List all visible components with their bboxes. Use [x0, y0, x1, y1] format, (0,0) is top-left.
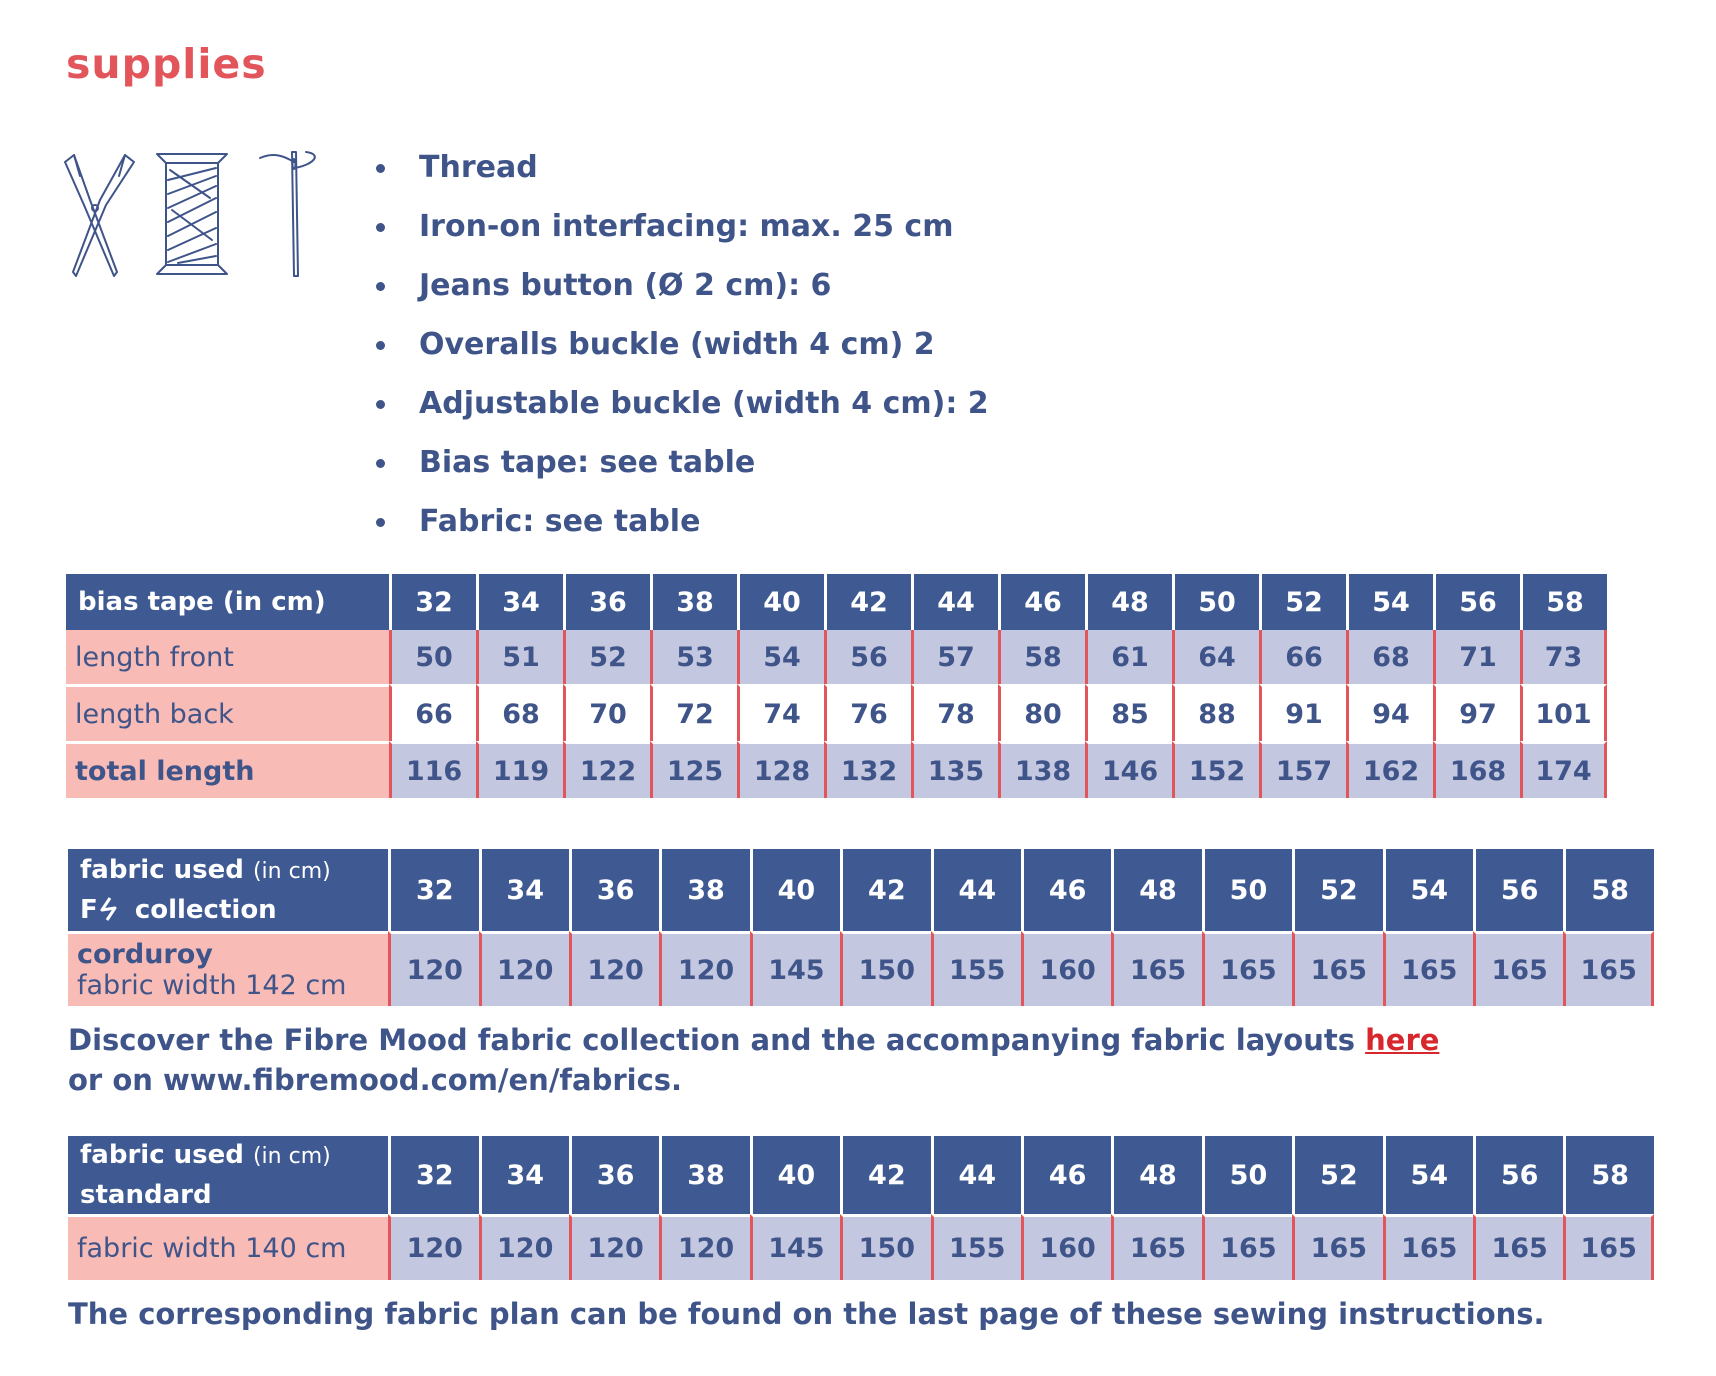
table-cell: 174 [1520, 741, 1607, 798]
logo-letter: F [80, 895, 98, 925]
note-text: Discover the Fibre Mood fabric collection and the accompanying fabric layouts [68, 1023, 1356, 1057]
size-header: 38 [659, 849, 749, 931]
fibre-table-title [68, 849, 388, 931]
needle-icon [260, 152, 315, 276]
row-label: total length [66, 741, 389, 798]
size-header: 56 [1473, 1136, 1563, 1214]
size-header: 42 [824, 574, 911, 630]
list-item: Overalls buckle (width 4 cm) 2 [371, 325, 989, 384]
list-item: Thread [371, 148, 989, 207]
size-header: 52 [1292, 1136, 1382, 1214]
table-cell: 64 [1172, 630, 1259, 684]
table-cell: 165 [1383, 1214, 1473, 1280]
size-header: 34 [479, 1136, 569, 1214]
table-cell: 120 [479, 931, 569, 1006]
table-cell: 132 [824, 741, 911, 798]
table-cell: 165 [1563, 931, 1654, 1006]
size-header: 32 [388, 1136, 478, 1214]
table-cell: 138 [998, 741, 1085, 798]
table-cell: 160 [1021, 931, 1111, 1006]
table-cell: 52 [563, 630, 650, 684]
table-cell: 57 [911, 630, 998, 684]
standard-fabric-table [68, 1136, 1654, 1280]
table-row [66, 630, 1607, 684]
table-cell: 120 [569, 1214, 659, 1280]
row-label: length front [66, 630, 389, 684]
table-cell: 80 [998, 684, 1085, 741]
table-row [66, 741, 1607, 798]
table-cell: 165 [1202, 931, 1292, 1006]
size-header: 50 [1202, 849, 1292, 931]
page-title: supplies [66, 40, 267, 88]
table-cell: 58 [998, 630, 1085, 684]
table-cell: 120 [388, 1214, 478, 1280]
collection-label: collection [134, 895, 277, 925]
size-header: 50 [1172, 574, 1259, 630]
size-header: 54 [1383, 849, 1473, 931]
table-cell: 145 [750, 1214, 840, 1280]
size-header: 40 [737, 574, 824, 630]
table-cell: 97 [1433, 684, 1520, 741]
unit-label: (in cm) [252, 859, 331, 884]
size-header: 42 [840, 849, 930, 931]
size-header: 54 [1383, 1136, 1473, 1214]
scissors-icon [65, 155, 134, 276]
table-cell: 68 [476, 684, 563, 741]
size-header: 34 [479, 849, 569, 931]
size-header: 58 [1520, 574, 1607, 630]
table-row [68, 931, 1654, 1006]
table-cell: 165 [1563, 1214, 1654, 1280]
table-cell: 128 [737, 741, 824, 798]
size-header: 56 [1473, 849, 1563, 931]
size-header: 36 [569, 849, 659, 931]
size-header: 36 [569, 1136, 659, 1214]
fibre-mood-logo [80, 895, 126, 925]
table-cell: 73 [1520, 630, 1607, 684]
table-cell: 150 [840, 1214, 930, 1280]
fibre-mood-fabric-table [68, 849, 1654, 1006]
table-header-row [68, 849, 1654, 931]
size-header: 44 [911, 574, 998, 630]
table-cell: 72 [650, 684, 737, 741]
size-header: 56 [1433, 574, 1520, 630]
size-header: 48 [1085, 574, 1172, 630]
table-cell: 101 [1520, 684, 1607, 741]
table-cell: 155 [931, 1214, 1021, 1280]
table-header-row [68, 1136, 1654, 1214]
table-cell: 157 [1259, 741, 1346, 798]
table-cell: 66 [389, 684, 476, 741]
note-website: or on www.fibremood.com/en/fabrics. [68, 1063, 683, 1097]
table-cell: 145 [750, 931, 840, 1006]
table-cell: 50 [389, 630, 476, 684]
table-cell: 165 [1111, 931, 1201, 1006]
thread-spool-icon [157, 154, 227, 274]
list-item: Fabric: see table [371, 502, 989, 561]
table-cell: 168 [1433, 741, 1520, 798]
table-cell: 152 [1172, 741, 1259, 798]
size-header: 58 [1563, 849, 1654, 931]
table-cell: 160 [1021, 1214, 1111, 1280]
fabric-width: fabric width 142 cm [77, 970, 347, 1001]
table-row [66, 684, 1607, 741]
table-title: fabric used [80, 1140, 244, 1170]
table-cell: 125 [650, 741, 737, 798]
table-cell: 94 [1346, 684, 1433, 741]
table-cell: 155 [931, 931, 1021, 1006]
table-cell: 165 [1111, 1214, 1201, 1280]
table-cell: 165 [1473, 1214, 1563, 1280]
table-cell: 120 [388, 931, 478, 1006]
table-cell: 146 [1085, 741, 1172, 798]
table-cell: 116 [389, 741, 476, 798]
size-header: 52 [1259, 574, 1346, 630]
size-header: 32 [388, 849, 478, 931]
table-cell: 54 [737, 630, 824, 684]
bias-tape-table [66, 574, 1607, 798]
table-cell: 120 [569, 931, 659, 1006]
size-header: 46 [1021, 1136, 1111, 1214]
sewing-tools-illustration [60, 150, 350, 278]
table-row [68, 1214, 1654, 1280]
size-header: 46 [1021, 849, 1111, 931]
row-label: length back [66, 684, 389, 741]
size-header: 36 [563, 574, 650, 630]
size-header: 38 [650, 574, 737, 630]
table-cell: 68 [1346, 630, 1433, 684]
table-cell: 165 [1292, 1214, 1382, 1280]
lightning-icon [98, 896, 120, 922]
list-item: Bias tape: see table [371, 443, 989, 502]
table-cell: 76 [824, 684, 911, 741]
table-cell: 51 [476, 630, 563, 684]
row-label [68, 931, 388, 1006]
table-cell: 78 [911, 684, 998, 741]
size-header: 48 [1111, 1136, 1201, 1214]
table-cell: 85 [1085, 684, 1172, 741]
size-header: 48 [1111, 849, 1201, 931]
table-cell: 70 [563, 684, 650, 741]
table-cell: 122 [563, 741, 650, 798]
row-label: fabric width 140 cm [68, 1214, 388, 1280]
table-cell: 120 [659, 1214, 749, 1280]
table-cell: 56 [824, 630, 911, 684]
size-header: 58 [1563, 1136, 1654, 1214]
table-cell: 150 [840, 931, 930, 1006]
table-cell: 119 [476, 741, 563, 798]
size-header: 50 [1202, 1136, 1292, 1214]
unit-label: (in cm) [252, 1144, 331, 1169]
size-header: 40 [750, 1136, 840, 1214]
supply-list [371, 148, 989, 561]
list-item: Iron-on interfacing: max. 25 cm [371, 207, 989, 266]
standard-label: standard [80, 1180, 212, 1210]
size-header: 32 [389, 574, 476, 630]
table-cell: 120 [479, 1214, 569, 1280]
table-cell: 165 [1473, 931, 1563, 1006]
table-cell: 71 [1433, 630, 1520, 684]
table-cell: 66 [1259, 630, 1346, 684]
table-cell: 135 [911, 741, 998, 798]
standard-table-title [68, 1136, 388, 1214]
table-cell: 88 [1172, 684, 1259, 741]
size-header: 34 [476, 574, 563, 630]
bias-table-title: bias tape (in cm) [66, 574, 389, 630]
table-cell: 165 [1383, 931, 1473, 1006]
list-item: Jeans button (Ø 2 cm): 6 [371, 266, 989, 325]
size-header: 54 [1346, 574, 1433, 630]
here-link[interactable]: here [1365, 1023, 1440, 1057]
table-cell: 120 [659, 931, 749, 1006]
fabric-name: corduroy [77, 939, 213, 970]
size-header: 44 [931, 849, 1021, 931]
table-cell: 74 [737, 684, 824, 741]
size-header: 42 [840, 1136, 930, 1214]
table-cell: 162 [1346, 741, 1433, 798]
list-item: Adjustable buckle (width 4 cm): 2 [371, 384, 989, 443]
size-header: 40 [750, 849, 840, 931]
fibre-collection-note [68, 1020, 1439, 1100]
table-cell: 91 [1259, 684, 1346, 741]
table-cell: 165 [1292, 931, 1382, 1006]
fabric-plan-note: The corresponding fabric plan can be found on the last page of these sewing instructions. [68, 1297, 1545, 1331]
size-header: 38 [659, 1136, 749, 1214]
size-header: 52 [1292, 849, 1382, 931]
table-cell: 165 [1202, 1214, 1292, 1280]
table-header-row [66, 574, 1607, 630]
size-header: 46 [998, 574, 1085, 630]
table-cell: 53 [650, 630, 737, 684]
size-header: 44 [931, 1136, 1021, 1214]
table-cell: 61 [1085, 630, 1172, 684]
table-title: fabric used [80, 855, 244, 885]
